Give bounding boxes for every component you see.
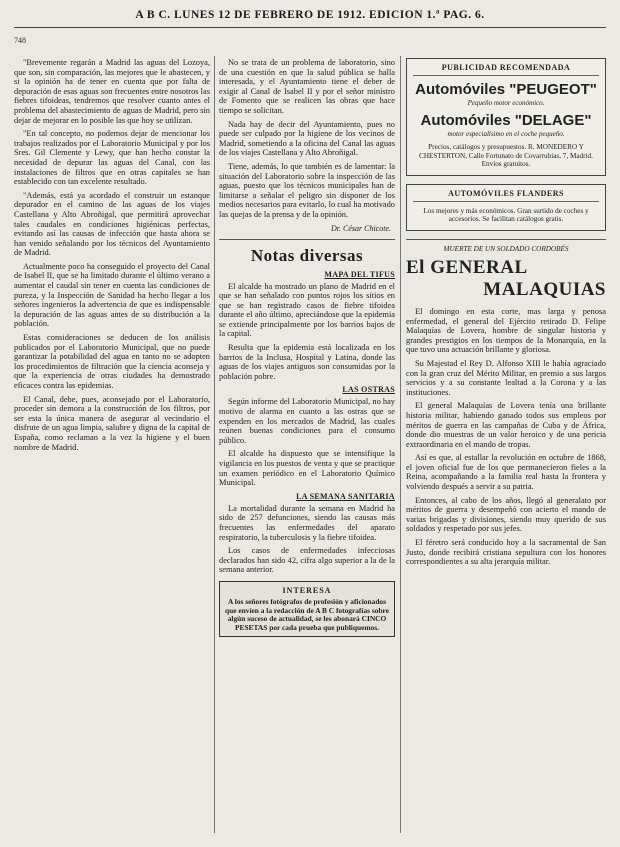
article-paragraph: El féretro será conducido hoy a la sacramental de San Justo, donde recibirá cristiana sepultura con los honores correspondientes a su alta jerarquía militar. xyxy=(406,538,606,567)
article-kicker: MUERTE DE UN SOLDADO CORDOBÉS xyxy=(443,244,569,253)
article-paragraph: Estas consideraciones se deducen de los análisis publicados por el Laboratorio Municipal, que no puede garantizar la potabilidad del agua en tanto no se adopten los procedimientos de filtración que la ciencia aconseja y que la experiencia de otras ciudades ha demostrado eficaces contra las epidemias. xyxy=(14,333,210,390)
section-title: Notas diversas xyxy=(250,245,364,265)
advertisement-box xyxy=(406,58,606,176)
notice-box xyxy=(219,581,395,637)
item-subtitle: LA SEMANA SANITARIA xyxy=(296,491,395,501)
ad-contact: Precios, catálogos y presupuestos. R. MONEDERO Y CHESTERTON, Calle Fortunato de Covarrubias, 7, Madrid. Envíos gratuitos. xyxy=(419,143,593,169)
item-subtitle: MAPA DEL TIFUS xyxy=(324,269,395,279)
article-paragraph: El Canal, debe, pues, aconsejado por el Laboratorio, proceder sin demora a la construcción de los filtros, por ser esta la única manera de asegurar al vecindario el disfrute de un agua limpia, salubre y digna de la capital de España, como reclaman a la vez la higiene y el buen nombre de Madrid. xyxy=(14,394,210,452)
news-item: Los casos de enfermedades infecciosas declarados han sido 42, cifra algo superior a la de la semana anterior. xyxy=(219,546,395,575)
article-paragraph: Nada hay de decir del Ayuntamiento, pues no puede ser culpado por la higiene de los vecinos de Madrid, sometiendo a la oficina del Canal las aguas de los viajes Castellana y Alto Abroñigal. xyxy=(219,119,395,158)
header-rule xyxy=(14,27,606,28)
article-paragraph: El general Malaquías de Lovera tenía una brillante historia militar, habiendo ganado todos sus empleos por méritos de guerra en las campañas de Cuba y de África, donde dio muestras de un valor heroico y de una pericia extraordinaria en el mando de tropas. xyxy=(406,401,606,449)
column-middle xyxy=(219,58,395,833)
page-folio: 748 xyxy=(14,36,26,45)
section-rule xyxy=(406,239,606,240)
ad-note: Pequeño motor económico. xyxy=(467,99,545,107)
article-paragraph: Tiene, además, lo que también es de lamentar: la situación del Laboratorio sobre la inspección de las aguas, puesto que los técnicos municipales han de limitarse a señalar el peligro sin disponer de los medios necesarios para evitarlo, lo cual ha motivado las quejas de la prensa y de la opinión. xyxy=(219,161,395,219)
ad-title: AUTOMÓVILES FLANDERS xyxy=(413,189,599,202)
section-rule xyxy=(219,239,395,240)
notice-text: A los señores fotógrafos de profesión y aficionados que envíen a la redacción de A B C fotografías sobre algún suceso de actualidad, se les abonará CINCO PESETAS por cada prueba que publiquemos. xyxy=(225,596,389,632)
news-item: Resulta que la epidemia está localizada en los barrios de la Inclusa, Hospital y Latina, donde las aguas de los viajes antiguos son consumidas por la población pobre. xyxy=(219,343,395,381)
advertisement-box xyxy=(406,184,606,231)
item-subtitle: LAS OSTRAS xyxy=(342,385,395,395)
column-divider xyxy=(214,56,215,833)
article-paragraph: No se trata de un problema de laboratorio, sino de una cuestión en que la salud pública se halla interesada, y el Ayuntamiento tiene el deber de exigir al Canal de Isabel II y por el señor ministro de Fomento que se realicen las obras que hace tiempo se solicitan. xyxy=(219,58,395,115)
page-header: A B C. LUNES 12 DE FEBRERO DE 1912. EDICION 1.ª PAG. 6. xyxy=(135,9,485,21)
ad-text: Los mejores y más económicos. Gran surtido de coches y accesorios. Se facilitan catálogos gratis. xyxy=(423,206,589,224)
article-signature: Dr. César Chicote. xyxy=(331,223,391,233)
ad-note: motor especialísimo en el coche pequeño. xyxy=(447,130,565,138)
article-paragraph: "En tal concepto, no podemos dejar de mencionar los trabajos realizados por el Laboratorio Municipal y por los Sres. Gil Clemente y Lewy, que han hecho constar la necesidad de depurar las aguas del Canal, con las instalaciones de filtros que en otras capitales se han establecido con tan excelente resultado. xyxy=(14,129,210,187)
article-paragraph: Así es que, al estallar la revolución en octubre de 1868, el joven oficial fue de los que permanecieron fieles a la Reina, acompañando a la familia real hasta la frontera y volviendo después a servir a su patria. xyxy=(406,453,606,492)
ad-brand: Automóviles "DELAGE" xyxy=(420,112,592,129)
news-item: El alcalde ha mostrado un plano de Madrid en el que se han señalado con puntos rojos los sitios en que se han registrado casos de fiebre tifoidea durante el año último, apreciándose que la epidemia se extiende principalmente por los barrios bajos de la capital. xyxy=(219,281,395,339)
article-title xyxy=(406,257,606,301)
article-paragraph: Entonces, al cabo de los años, llegó al generalato por méritos de guerra y desempeñó con acierto el mando de varias brigadas y divisiones, siendo muy querido de sus soldados y respetado por sus jefes. xyxy=(406,495,606,534)
column-divider xyxy=(400,56,401,833)
article-paragraph: "Brevemente regarán a Madrid las aguas del Lozoya, que son, sin comparación, las mejores que le abastecen, y si la opinión ha de tener en cuenta que por falta de depuración de esas aguas son frecuentes entre nosotros las fiebres tifoideas, tendremos que resolver cuanto antes el problema del abastecimiento de aguas de Madrid, pero sin dejar de mejorar en lo posible las que hoy se utilizan. xyxy=(14,58,210,125)
news-item: La mortalidad durante la semana en Madrid ha sido de 257 defunciones, siendo las causas más frecuentes las enfermedades del aparato respiratorio, la tuberculosis y la fiebre tifoidea. xyxy=(219,503,395,542)
article-paragraph: Actualmente poco ha conseguido el proyecto del Canal de Isabel II, que se ha limitado durante el último verano a aumentar el caudal sin tener en cuenta las condiciones de pureza, y la Inspección de Sanidad ha hecho llegar a los señores ingenieros la advertencia de que es indispensable la depuración de las aguas antes de su distribución a la población. xyxy=(14,261,210,329)
column-right xyxy=(406,58,606,833)
article-title-line: MALAQUIAS xyxy=(483,278,606,300)
article-paragraph: El domingo en esta corte, mas larga y penosa enfermedad, el general del Ejército retirado D. Felipe Malaquías de Lovera, hombre de singular historia y grandes prestigios en los tiempos de la Monarquía, en la que tuvo una actuación brillante y gloriosa. xyxy=(406,306,606,355)
ad-section-title: PUBLICIDAD RECOMENDADA xyxy=(413,63,599,76)
column-left xyxy=(14,58,210,833)
article-title-line: El GENERAL xyxy=(406,256,528,278)
news-item: Según informe del Laboratorio Municipal, no hay motivo de alarma en cuanto a las ostras que se expenden en los mercados de Madrid, las cuales reúnen buenas condiciones para el consumo público. xyxy=(219,397,395,445)
notice-title: INTERESA xyxy=(282,585,332,595)
article-paragraph: Su Majestad el Rey D. Alfonso XIII le había agraciado con la gran cruz del Mérito Militar, en premio a sus largos servicios y a su constante lealtad a la Corona y a las instituciones. xyxy=(406,358,606,397)
news-item: El alcalde ha dispuesto que se intensifique la vigilancia en los puestos de venta y que se practique un examen periódico en el Laboratorio Químico Municipal. xyxy=(219,449,395,488)
article-paragraph: "Además, está ya acordado el construir un estanque depurador en el camino de las aguas de los viajes Castellana y Alto Abroñigal, que permitirá aprovechar tales caudales en condiciones higiénicas perfectas, evitando así las causas de infección que hasta ahora se han venido señalando por los técnicos del Ayuntamiento de Madrid. xyxy=(14,190,210,258)
ad-brand: Automóviles "PEUGEOT" xyxy=(415,81,597,98)
